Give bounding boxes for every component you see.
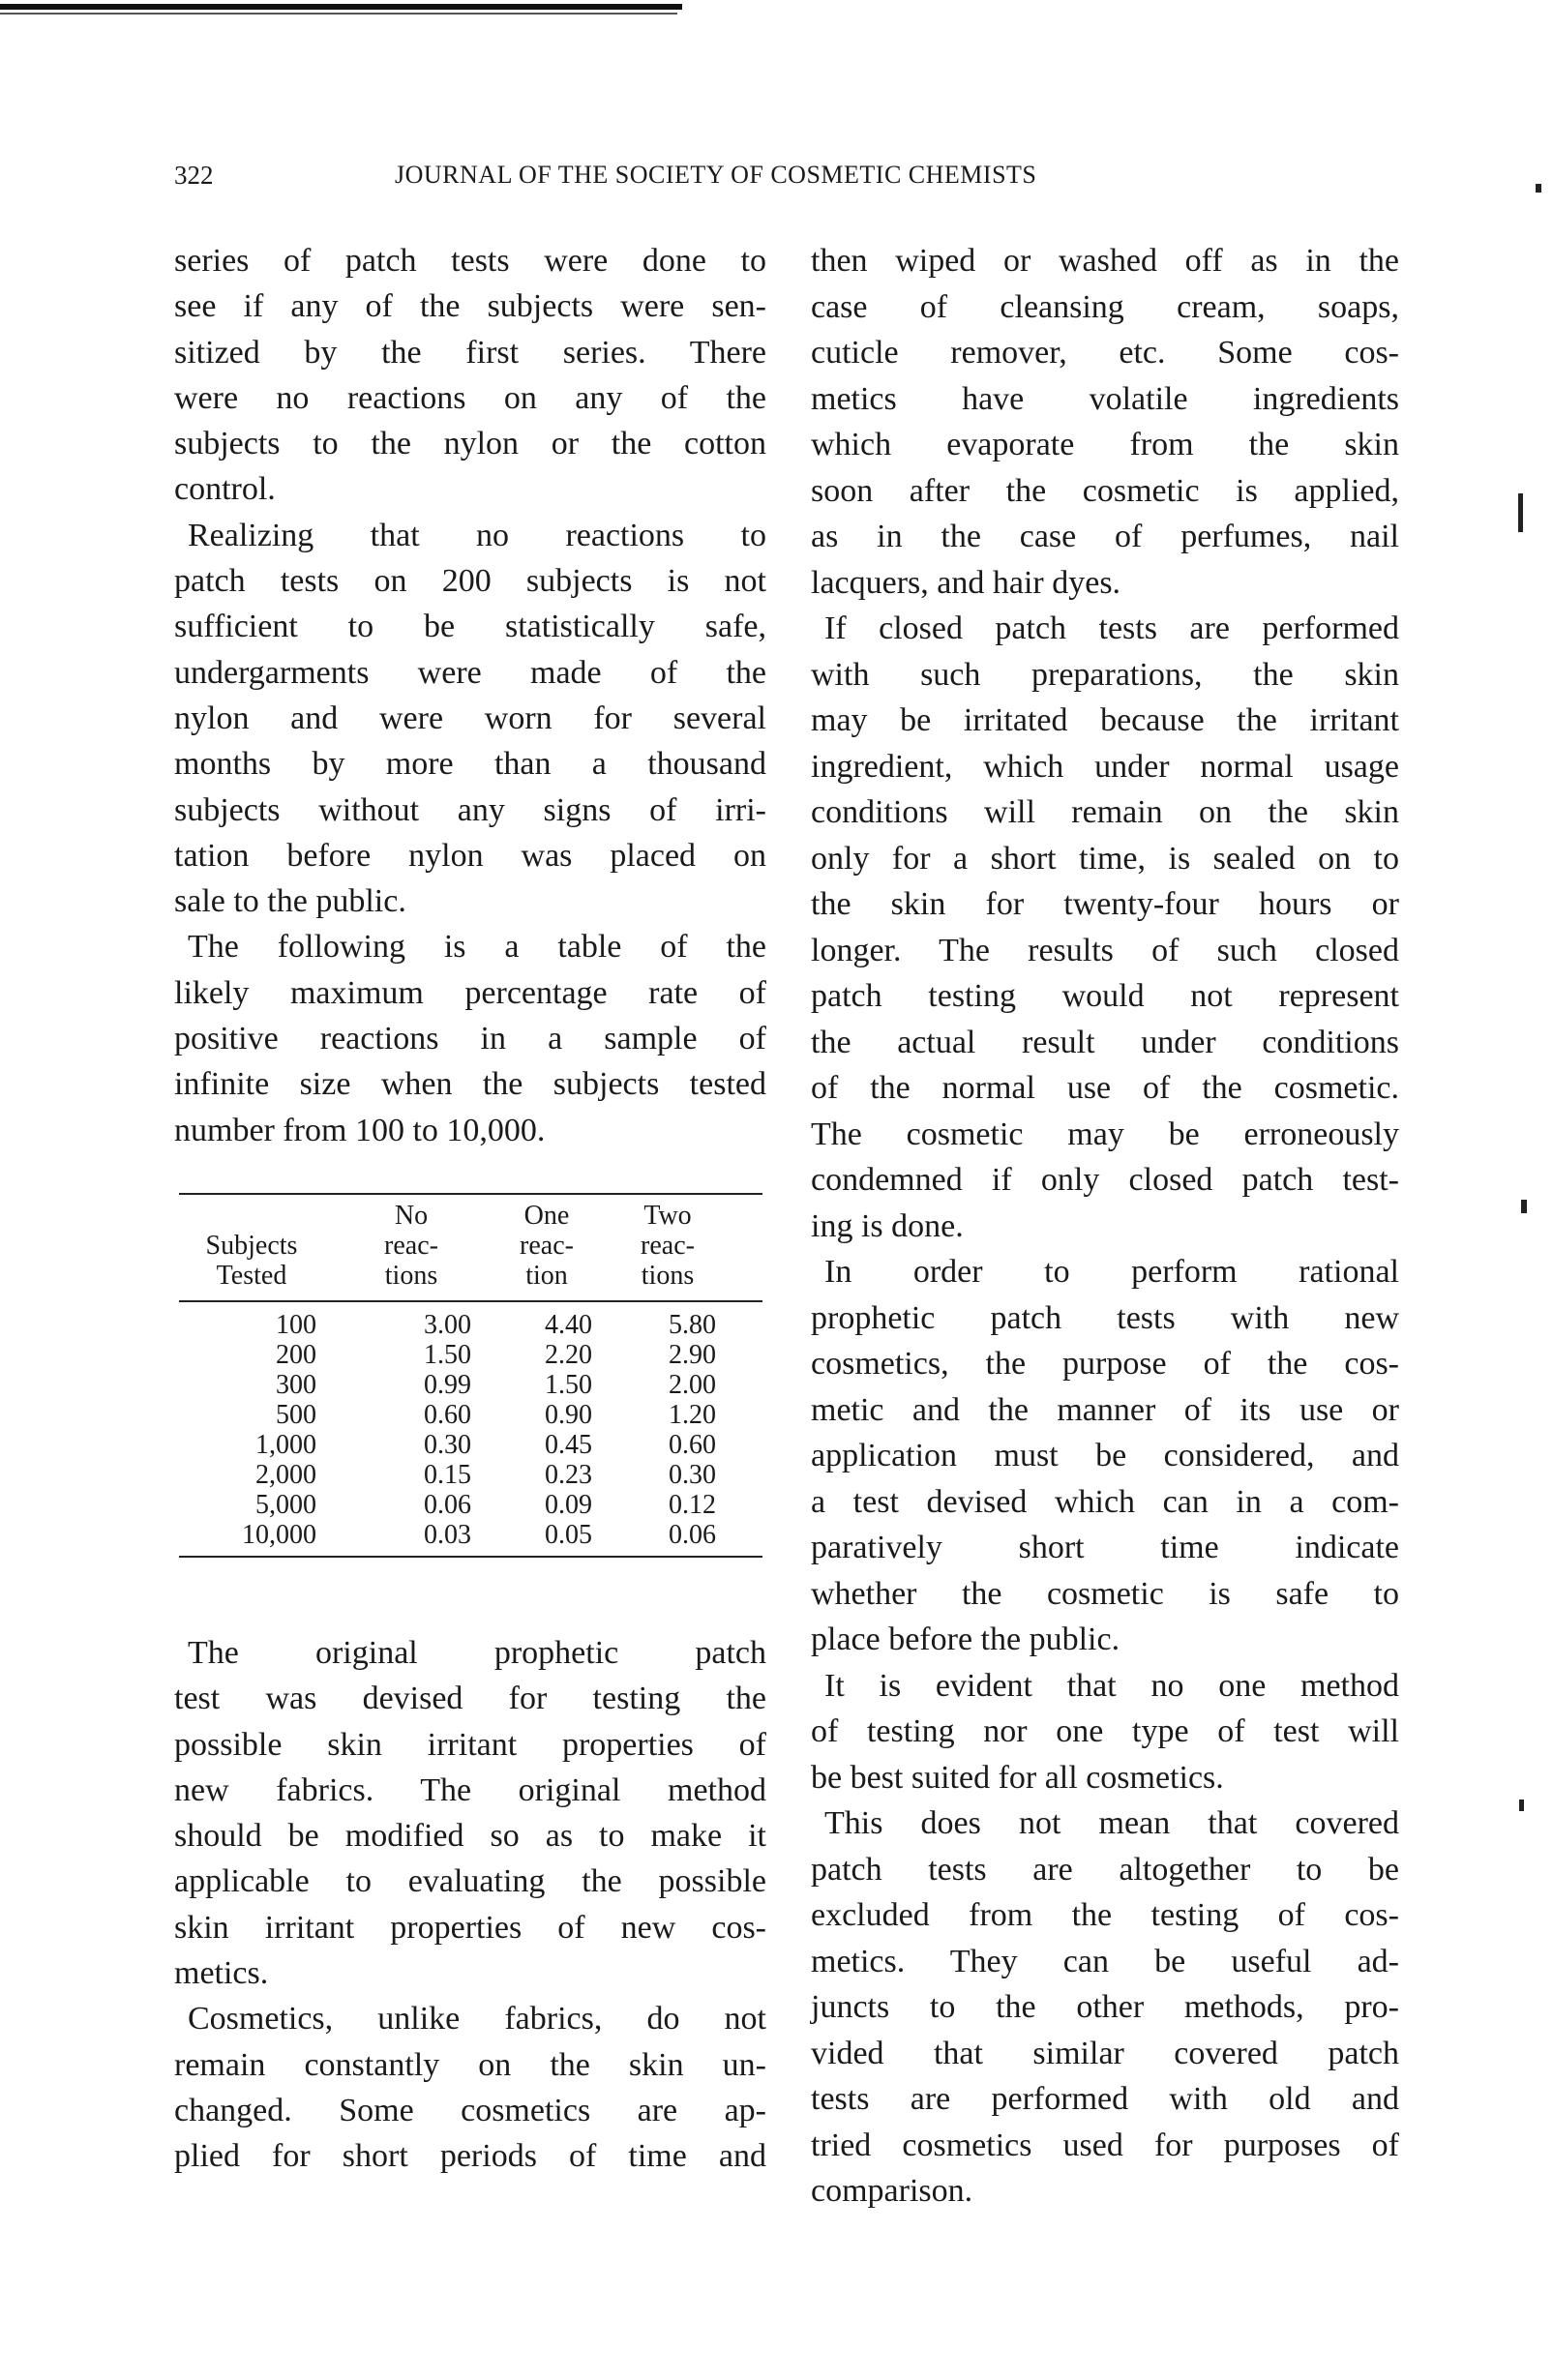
text-line: metic and the manner of its use or: [811, 1391, 1399, 1428]
table-row: [179, 1430, 762, 1460]
table-cell: 0.99: [424, 1369, 471, 1400]
text-line: changed. Some cosmetics are ap-: [174, 2092, 766, 2128]
table-cell: 0.06: [669, 1519, 716, 1550]
table-bottom-rule: [179, 1556, 762, 1558]
text-line: months by more than a thousand: [174, 746, 766, 783]
text-line: series of patch tests were done to: [174, 243, 766, 279]
table-cell: 0.15: [424, 1459, 471, 1490]
table-cell: 0.03: [424, 1519, 471, 1550]
scan-speck: [1519, 1800, 1524, 1811]
table-cell: 0.45: [545, 1429, 592, 1460]
text-line: This does not mean that covered: [824, 1805, 1399, 1841]
text-line: application must be considered, and: [811, 1438, 1399, 1473]
text-line: sitized by the first series. There: [174, 334, 766, 371]
scan-speck: [1536, 184, 1541, 193]
text-line: only for a short time, is sealed on to: [811, 840, 1399, 877]
text-line: cuticle remover, etc. Some cos-: [811, 335, 1399, 371]
text-line: applicable to evaluating the possible: [174, 1863, 766, 1900]
text-line: whether the cosmetic is safe to: [811, 1575, 1399, 1612]
text-line: remain constantly on the skin un-: [174, 2046, 766, 2083]
table-cell: 0.30: [424, 1429, 471, 1460]
text-line: the skin for twenty-four hours or: [811, 886, 1399, 922]
column-header-line: Tested: [216, 1261, 287, 1291]
column-header-line: reac-: [520, 1231, 574, 1261]
table-cell: 200: [276, 1339, 316, 1370]
paragraph: [174, 513, 766, 925]
text-line: case of cleansing cream, soaps,: [811, 288, 1399, 325]
table-row: [179, 1400, 762, 1430]
text-line: If closed patch tests are performed: [824, 610, 1399, 646]
text-line: subjects without any signs of irri-: [174, 791, 766, 828]
table-cell: 100: [276, 1309, 316, 1340]
text-line: as in the case of perfumes, nail: [811, 519, 1399, 554]
text-line: lacquers, and hair dyes.: [811, 564, 1121, 601]
text-line: the actual result under conditions: [811, 1024, 1399, 1060]
table-cell: 5,000: [255, 1489, 316, 1520]
table-row: [179, 1490, 762, 1520]
table-cell: 0.60: [424, 1399, 471, 1430]
text-line: Cosmetics, unlike fabrics, do not: [188, 2001, 766, 2038]
text-line: were no reactions on any of the: [174, 379, 766, 416]
text-line: condemned if only closed patch test-: [811, 1162, 1399, 1198]
table-cell: 500: [276, 1399, 316, 1430]
table-row: [179, 1340, 762, 1370]
table-cell: 1.50: [424, 1339, 471, 1370]
text-line: which evaporate from the skin: [811, 427, 1399, 462]
text-line: subjects to the nylon or the cotton: [174, 426, 766, 462]
column-header-line: tions: [641, 1261, 695, 1291]
text-line: patch testing would not represent: [811, 978, 1399, 1014]
page-number: 322: [174, 161, 214, 190]
table-row: [179, 1520, 762, 1550]
text-line: metics have volatile ingredients: [811, 380, 1399, 417]
table-cell: 0.05: [545, 1519, 592, 1550]
table-cell: 2.20: [545, 1339, 592, 1370]
text-line: with such preparations, the skin: [811, 656, 1399, 693]
text-line: tests are performed with old and: [811, 2081, 1399, 2117]
text-line: a test devised which can in a com-: [811, 1483, 1399, 1520]
text-line: number from 100 to 10,000.: [174, 1112, 546, 1148]
text-line: tation before nylon was placed on: [174, 837, 766, 874]
left-column-bottom: [174, 1630, 766, 2180]
text-line: test was devised for testing the: [174, 1681, 766, 1717]
text-line: comparison.: [811, 2173, 973, 2209]
text-line: place before the public.: [811, 1621, 1120, 1657]
text-line: skin irritant properties of new cos-: [174, 1909, 766, 1946]
text-line: longer. The results of such closed: [811, 932, 1399, 968]
statistics-table: [179, 1193, 762, 1558]
table-cell: 300: [276, 1369, 316, 1400]
text-line: of testing nor one type of test will: [811, 1713, 1399, 1749]
text-line: new fabrics. The original method: [174, 1771, 766, 1808]
table-cell: 0.12: [669, 1489, 716, 1520]
table-cell: 0.60: [669, 1429, 716, 1460]
paragraph: [811, 1800, 1399, 2215]
text-line: should be modified so as to make it: [174, 1818, 766, 1855]
right-column: [811, 238, 1399, 2215]
table-cell: 1,000: [255, 1429, 316, 1460]
text-line: of the normal use of the cosmetic.: [811, 1070, 1399, 1106]
text-line: control.: [174, 471, 276, 508]
table-row: [179, 1370, 762, 1400]
text-line: paratively short time indicate: [811, 1530, 1399, 1565]
column-header-line: tion: [525, 1261, 568, 1291]
column-header-line: No: [394, 1201, 429, 1231]
scan-edge-bar: [0, 4, 682, 10]
column-header: [179, 1201, 324, 1291]
text-line: possible skin irritant properties of: [174, 1726, 766, 1763]
table-row: [179, 1310, 762, 1340]
text-line: infinite size when the subjects tested: [174, 1066, 766, 1103]
paragraph: [811, 1663, 1399, 1801]
table-cell: 2.90: [669, 1339, 716, 1370]
text-line: In order to perform rational: [824, 1254, 1399, 1290]
text-line: sale to the public.: [174, 883, 406, 920]
text-line: The following is a table of the: [188, 929, 766, 966]
table-cell: 4.40: [545, 1309, 592, 1340]
text-line: ingredient, which under normal usage: [811, 748, 1399, 785]
text-line: conditions will remain on the skin: [811, 794, 1399, 830]
column-header: [324, 1201, 489, 1291]
paragraph: [811, 606, 1399, 1249]
text-line: positive reactions in a sample of: [174, 1021, 766, 1057]
column-header: [489, 1201, 605, 1291]
paragraph: [174, 1630, 766, 1996]
column-header-line: Subjects: [205, 1231, 298, 1261]
column-header-line: reac-: [384, 1231, 438, 1261]
paragraph: [174, 924, 766, 1152]
table-cell: 2.00: [669, 1369, 716, 1400]
table-cell: 1.50: [545, 1369, 592, 1400]
text-line: patch tests are altogether to be: [811, 1851, 1399, 1888]
text-line: sufficient to be statistically safe,: [174, 609, 766, 645]
table-cell: 3.00: [424, 1309, 471, 1340]
running-head: JOURNAL OF THE SOCIETY OF COSMETIC CHEMISTS: [395, 161, 1037, 189]
table-cell: 0.90: [545, 1399, 592, 1430]
text-line: prophetic patch tests with new: [811, 1299, 1399, 1336]
text-line: then wiped or washed off as in the: [811, 243, 1399, 279]
text-line: undergarments were made of the: [174, 654, 766, 691]
column-header-line: One: [523, 1201, 570, 1231]
text-line: It is evident that no one method: [824, 1667, 1399, 1704]
text-line: likely maximum percentage rate of: [174, 974, 766, 1011]
table-header: [179, 1195, 762, 1300]
paragraph: [811, 1249, 1399, 1663]
scan-speck: [1521, 1200, 1527, 1213]
text-line: excluded from the testing of cos-: [811, 1897, 1399, 1933]
table-cell: 2,000: [255, 1459, 316, 1490]
text-line: nylon and were worn for several: [174, 699, 766, 736]
table-cell: 0.06: [424, 1489, 471, 1520]
text-line: ing is done.: [811, 1207, 964, 1244]
text-line: plied for short periods of time and: [174, 2138, 766, 2175]
text-line: soon after the cosmetic is applied,: [811, 472, 1399, 509]
text-line: The cosmetic may be erroneously: [811, 1116, 1399, 1152]
column-header: [605, 1201, 731, 1291]
table-cell: 0.23: [545, 1459, 592, 1490]
table-body: [179, 1302, 762, 1556]
text-line: cosmetics, the purpose of the cos-: [811, 1346, 1399, 1382]
paragraph: [811, 238, 1399, 606]
table-cell: 5.80: [669, 1309, 716, 1340]
text-line: may be irritated because the irritant: [811, 702, 1399, 738]
column-header-line: reac-: [641, 1231, 695, 1261]
column-header-line: tions: [384, 1261, 438, 1291]
text-line: metics.: [174, 1955, 269, 1992]
text-line: The original prophetic patch: [188, 1635, 766, 1671]
text-line: metics. They can be useful ad-: [811, 1943, 1399, 1979]
left-column-top: [174, 238, 766, 1153]
column-header-line: Two: [643, 1201, 692, 1231]
table-cell: 0.30: [669, 1459, 716, 1490]
text-line: vided that similar covered patch: [811, 2035, 1399, 2071]
text-line: patch tests on 200 subjects is not: [174, 563, 766, 600]
table-cell: 10,000: [242, 1519, 316, 1550]
table-cell: 0.09: [545, 1489, 592, 1520]
text-line: Realizing that no reactions to: [188, 517, 766, 553]
scan-speck: [1518, 493, 1523, 532]
text-line: be best suited for all cosmetics.: [811, 1759, 1224, 1796]
table-cell: 1.20: [669, 1399, 716, 1430]
paragraph: [174, 238, 766, 513]
text-line: juncts to the other methods, pro-: [811, 1989, 1399, 2025]
scan-edge-line: [0, 13, 677, 15]
paragraph: [174, 1996, 766, 2179]
table-row: [179, 1460, 762, 1490]
text-line: see if any of the subjects were sen-: [174, 288, 766, 325]
text-line: tried cosmetics used for purposes of: [811, 2127, 1399, 2163]
